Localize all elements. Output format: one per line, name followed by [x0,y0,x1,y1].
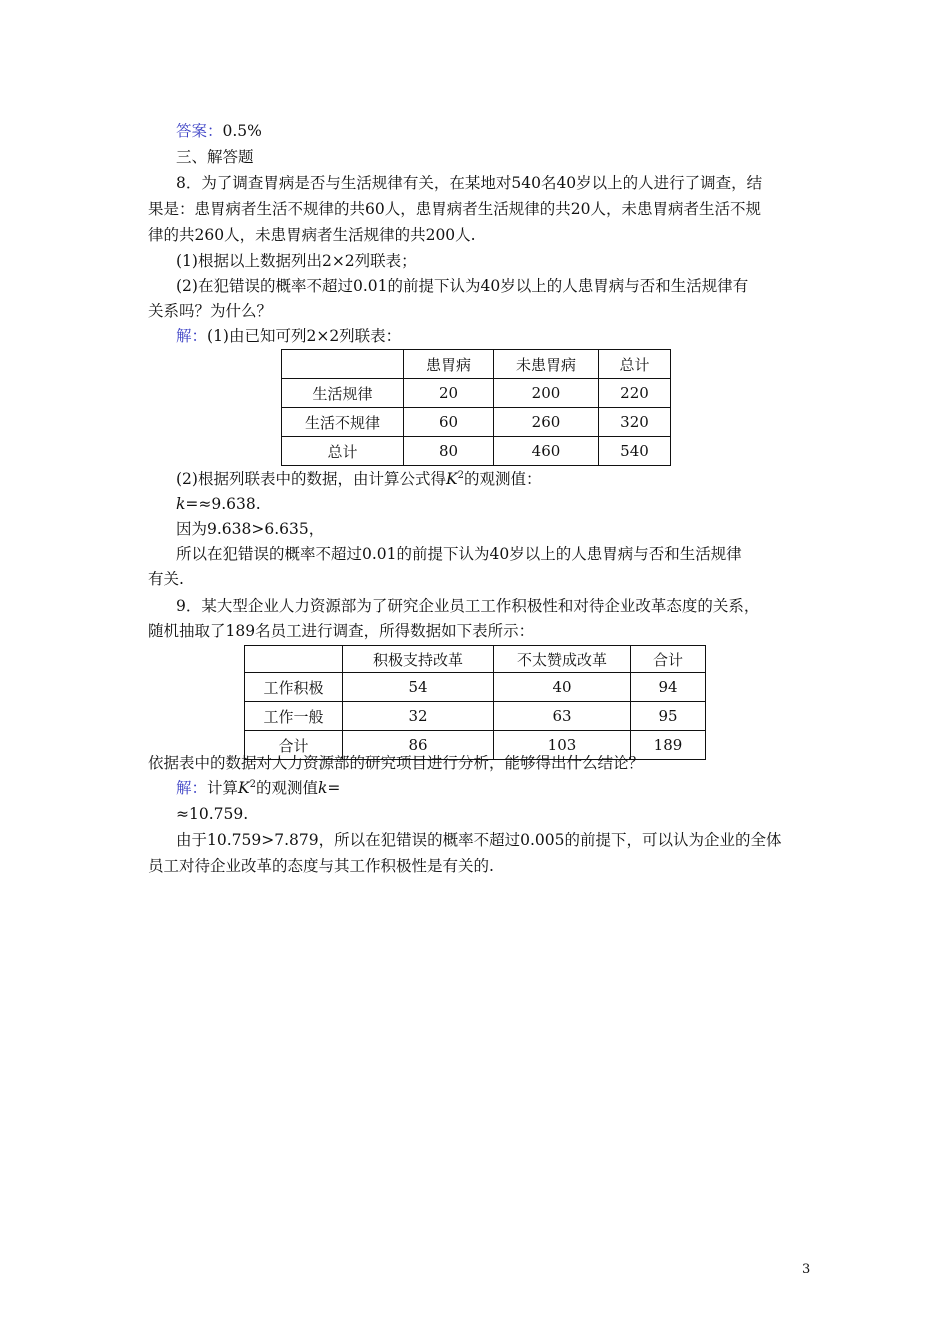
table-cell: 220 [599,379,671,408]
q9-solution-text: 计算 [207,779,239,797]
table-header-cell: 未患胃病 [494,350,599,379]
page-number: 3 [802,1262,811,1277]
q9-survey-table [244,645,706,760]
q8-part-2-solution-end: 的观测值： [463,470,542,488]
table-row-label: 合计 [245,731,343,760]
table-cell: 200 [494,379,599,408]
table-cell: 63 [494,702,631,731]
q9-line-2: 随机抽取了189名员工进行调查，所得数据如下表所示： [148,622,535,640]
q9-k-value: ≈10.759. [176,805,249,823]
q8-part-2: (2)在犯错误的概率不超过0.01的前提下认为40岁以上的人患胃病与否和生活规律有 [176,277,749,295]
table-cell: 80 [404,437,494,466]
answer-value: 0.5% [222,122,262,140]
table-cell: 20 [404,379,494,408]
table-row-label: 生活规律 [282,379,404,408]
q8-k-value-text: =≈9.638. [185,495,261,513]
table-cell: 60 [404,408,494,437]
k-exponent: 2 [457,470,464,481]
q9-question: 依据表中的数据对人力资源部的研究项目进行分析，能够得出什么结论？ [148,754,645,772]
table-header-row [282,350,671,379]
q9-solution-eq: = [327,779,341,797]
table-cell: 460 [494,437,599,466]
table-cell: 86 [343,731,494,760]
table-row [245,673,706,702]
q8-conclusion-1: 所以在犯错误的概率不超过0.01的前提下认为40岁以上的人患胃病与否和生活规律 [176,545,742,563]
q8-line-3: 律的共260人，未患胃病者生活规律的共200人. [148,226,476,244]
q8-line-2: 果是：患胃病者生活不规律的共60人，患胃病者生活规律的共20人，未患胃病者生活不规 [148,200,761,218]
table-cell: 40 [494,673,631,702]
table-header-cell: 不太赞成改革 [494,646,631,673]
table-row [282,437,671,466]
table-header-cell: 积极支持改革 [343,646,494,673]
k-var: k [176,495,186,513]
table-cell: 260 [494,408,599,437]
q9-solution-mid: 的观测值 [256,779,319,797]
q8-part-2-solution [176,468,541,490]
q8-line-1: 8．为了调查胃病是否与生活规律有关，在某地对540名40岁以上的人进行了调查，结 [176,174,763,192]
table-row-label: 生活不规律 [282,408,404,437]
table-row [282,379,671,408]
table-cell: 189 [631,731,706,760]
table-cell: 103 [494,731,631,760]
k-var: k [318,779,328,797]
q8-k-value [176,493,261,515]
k-symbol: K [238,779,250,797]
answer-line [176,120,262,142]
table-header-cell: 患胃病 [404,350,494,379]
table-header-row [245,646,706,673]
q8-contingency-table [281,349,671,466]
solution-label: 解： [176,327,208,345]
table-cell: 320 [599,408,671,437]
q8-part-2-cont: 关系吗？为什么？ [148,302,273,320]
q9-conclusion-1: 由于10.759>7.879，所以在犯错误的概率不超过0.005的前提下，可以认为企业的全体 [176,831,782,849]
q8-part-1: (1)根据以上数据列出2×2列联表； [176,252,417,270]
table-header-cell: 合计 [631,646,706,673]
q9-line-1: 9．某大型企业人力资源部为了研究企业员工工作积极性和对待企业改革态度的关系， [176,597,760,615]
table-cell: 32 [343,702,494,731]
table-row-label: 总计 [282,437,404,466]
q8-comparison: 因为9.638>6.635， [176,520,325,538]
q8-solution-intro [176,325,401,347]
table-row [245,702,706,731]
table-row-label: 工作一般 [245,702,343,731]
q9-solution-intro [176,777,340,799]
solution-label: 解： [176,779,208,797]
table-row-label: 工作积极 [245,673,343,702]
section-heading: 三、解答题 [176,148,254,166]
table-corner-cell [245,646,343,673]
table-cell: 95 [631,702,706,731]
q9-conclusion-2: 员工对待企业改革的态度与其工作积极性是有关的. [148,857,494,875]
q8-solution-text: (1)由已知可列2×2列联表： [207,327,402,345]
table-row [282,408,671,437]
answer-label: 答案： [176,122,223,140]
table-corner-cell [282,350,404,379]
table-cell: 94 [631,673,706,702]
table-cell: 540 [599,437,671,466]
k-exponent: 2 [249,779,256,790]
q8-part-2-solution-text: (2)根据列联表中的数据，由计算公式得 [176,470,446,488]
k-symbol: K [445,470,458,488]
q8-conclusion-2: 有关. [148,570,184,588]
table-cell: 54 [343,673,494,702]
table-header-cell: 总计 [599,350,671,379]
